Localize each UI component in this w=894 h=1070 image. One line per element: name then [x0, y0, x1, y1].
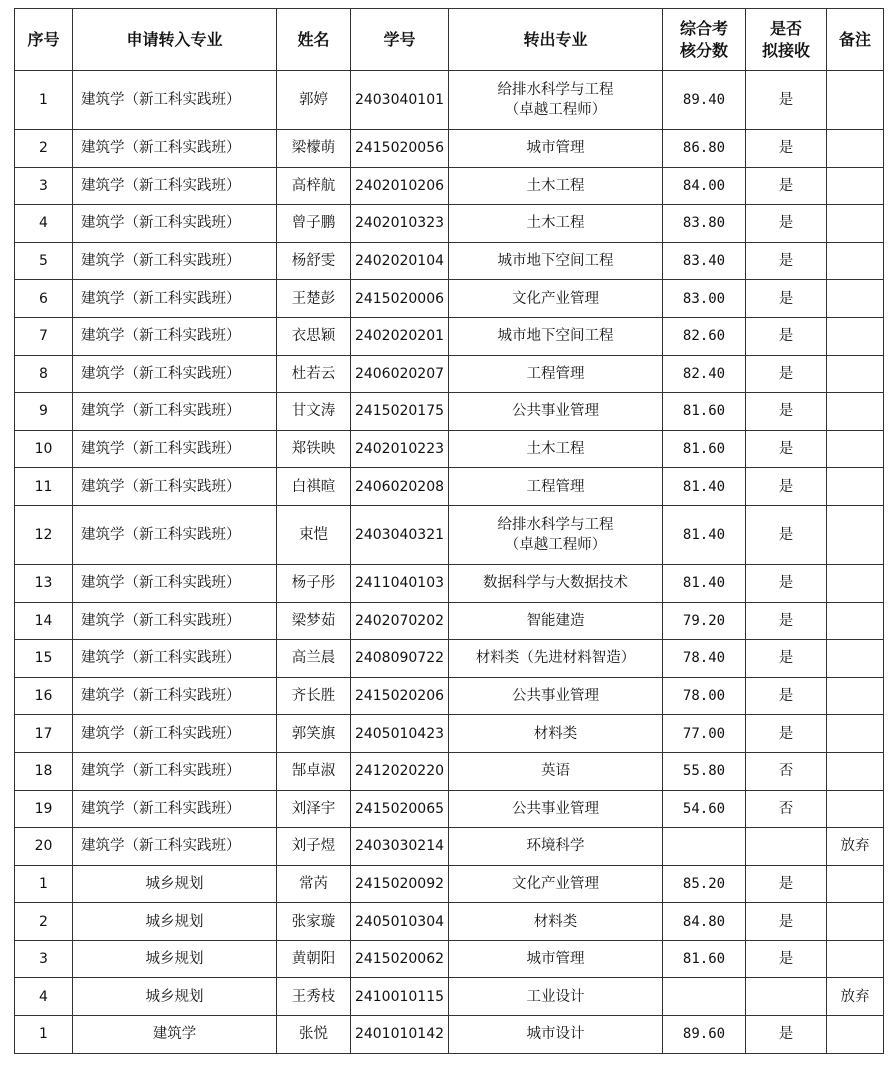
- cell-apply-major: 建筑学（新工科实践班）: [73, 790, 277, 828]
- cell-from-major: [449, 1016, 663, 1054]
- cell-score: [663, 828, 746, 866]
- cell-accept: 是: [746, 677, 827, 715]
- cell-remark: [827, 677, 884, 715]
- header-score-line1: 综合考: [679, 18, 728, 38]
- cell-remark: 放弃: [827, 978, 884, 1016]
- cell-from-major: [449, 355, 663, 393]
- cell-from-major: [449, 828, 663, 866]
- cell-score: 77.00: [663, 715, 746, 753]
- cell-score: 78.00: [663, 677, 746, 715]
- cell-student-id: 2408090722: [351, 640, 449, 678]
- cell-accept: 是: [746, 71, 827, 130]
- cell-name: 衣思颖: [277, 317, 351, 355]
- cell-name: 杜若云: [277, 355, 351, 393]
- from-major-line1: 文化产业管理: [512, 290, 599, 307]
- cell-apply-major: 建筑学（新工科实践班）: [73, 715, 277, 753]
- cell-score: 89.40: [663, 71, 746, 130]
- cell-remark: [827, 903, 884, 941]
- cell-remark: [827, 715, 884, 753]
- cell-accept: 是: [746, 505, 827, 564]
- cell-name: 郭婷: [277, 71, 351, 130]
- cell-remark: [827, 752, 884, 790]
- cell-score: 79.20: [663, 602, 746, 640]
- from-major-line1: 城市设计: [526, 1026, 585, 1043]
- cell-apply-major: 建筑学（新工科实践班）: [73, 355, 277, 393]
- cell-student-id: 2402010323: [351, 205, 449, 243]
- table-row: [15, 1016, 884, 1054]
- cell-remark: [827, 1016, 884, 1054]
- cell-accept: [746, 978, 827, 1016]
- header-accept-line1: 是否: [769, 18, 802, 38]
- cell-accept: 是: [746, 167, 827, 205]
- cell-apply-major: 建筑学（新工科实践班）: [73, 280, 277, 318]
- from-major-line1: 土木工程: [526, 215, 585, 232]
- cell-name: 黄朝阳: [277, 940, 351, 978]
- from-major-line2: （卓越工程师）: [504, 536, 607, 553]
- cell-remark: [827, 205, 884, 243]
- cell-score: 84.80: [663, 903, 746, 941]
- cell-from-major: [449, 430, 663, 468]
- cell-score: 85.20: [663, 865, 746, 903]
- cell-score: 81.40: [663, 564, 746, 602]
- cell-apply-major: 建筑学（新工科实践班）: [73, 640, 277, 678]
- cell-apply-major: 建筑学（新工科实践班）: [73, 828, 277, 866]
- cell-accept: 是: [746, 242, 827, 280]
- cell-accept: 是: [746, 280, 827, 318]
- table-row: [15, 130, 884, 168]
- table-row: [15, 828, 884, 866]
- table-row: [15, 355, 884, 393]
- table-row: [15, 640, 884, 678]
- cell-seq: 1: [15, 1016, 73, 1054]
- cell-seq: 12: [15, 505, 73, 564]
- cell-student-id: 2411040103: [351, 564, 449, 602]
- cell-remark: [827, 130, 884, 168]
- cell-from-major: [449, 242, 663, 280]
- cell-student-id: 2405010304: [351, 903, 449, 941]
- cell-seq: 14: [15, 602, 73, 640]
- cell-remark: [827, 640, 884, 678]
- cell-student-id: 2403040101: [351, 71, 449, 130]
- cell-name: 梁梦茹: [277, 602, 351, 640]
- cell-remark: [827, 602, 884, 640]
- cell-seq: 17: [15, 715, 73, 753]
- cell-seq: 8: [15, 355, 73, 393]
- cell-student-id: 2402010223: [351, 430, 449, 468]
- from-major-line1: 公共事业管理: [512, 800, 599, 817]
- cell-name: 杨舒雯: [277, 242, 351, 280]
- cell-seq: 7: [15, 317, 73, 355]
- cell-apply-major: 建筑学（新工科实践班）: [73, 71, 277, 130]
- cell-student-id: 2403040321: [351, 505, 449, 564]
- cell-apply-major: 建筑学（新工科实践班）: [73, 167, 277, 205]
- cell-accept: 是: [746, 564, 827, 602]
- cell-accept: 是: [746, 1016, 827, 1054]
- cell-student-id: 2415020206: [351, 677, 449, 715]
- cell-name: 张家璇: [277, 903, 351, 941]
- table-body: [15, 71, 884, 1054]
- from-major-line1: 工程管理: [526, 478, 585, 495]
- cell-from-major: [449, 978, 663, 1016]
- cell-from-major: [449, 564, 663, 602]
- cell-seq: 13: [15, 564, 73, 602]
- cell-accept: 是: [746, 940, 827, 978]
- table-row: [15, 393, 884, 431]
- transfer-applicants-table: [14, 8, 884, 1054]
- header-row: [15, 9, 884, 71]
- cell-seq: 2: [15, 130, 73, 168]
- header-accept: [746, 9, 827, 71]
- cell-name: 束恺: [277, 505, 351, 564]
- cell-student-id: 2402020201: [351, 317, 449, 355]
- cell-apply-major: 建筑学（新工科实践班）: [73, 430, 277, 468]
- from-major-line1: 土木工程: [526, 177, 585, 194]
- from-major-line1: 城市地下空间工程: [497, 328, 614, 345]
- cell-score: 81.60: [663, 430, 746, 468]
- cell-score: 81.40: [663, 505, 746, 564]
- table-row: [15, 978, 884, 1016]
- cell-accept: 是: [746, 903, 827, 941]
- table-row: [15, 903, 884, 941]
- table-row: [15, 564, 884, 602]
- cell-student-id: 2415020062: [351, 940, 449, 978]
- cell-score: 55.80: [663, 752, 746, 790]
- table-row: [15, 865, 884, 903]
- table-row: [15, 430, 884, 468]
- cell-name: 王秀枝: [277, 978, 351, 1016]
- cell-name: 郜卓淑: [277, 752, 351, 790]
- cell-name: 张悦: [277, 1016, 351, 1054]
- cell-accept: 是: [746, 355, 827, 393]
- cell-apply-major: 建筑学（新工科实践班）: [73, 130, 277, 168]
- header-score: [663, 9, 746, 71]
- header-name: 姓名: [277, 9, 351, 71]
- cell-student-id: 2410010115: [351, 978, 449, 1016]
- cell-remark: [827, 280, 884, 318]
- cell-name: 王楚彭: [277, 280, 351, 318]
- cell-accept: 是: [746, 130, 827, 168]
- cell-student-id: 2403030214: [351, 828, 449, 866]
- cell-apply-major: 建筑学（新工科实践班）: [73, 468, 277, 506]
- cell-seq: 1: [15, 865, 73, 903]
- table-row: [15, 242, 884, 280]
- cell-from-major: [449, 903, 663, 941]
- cell-from-major: [449, 505, 663, 564]
- cell-accept: 否: [746, 752, 827, 790]
- table-row: [15, 71, 884, 130]
- cell-from-major: [449, 602, 663, 640]
- cell-remark: 放弃: [827, 828, 884, 866]
- cell-score: 54.60: [663, 790, 746, 828]
- cell-name: 杨子彤: [277, 564, 351, 602]
- cell-apply-major: 建筑学（新工科实践班）: [73, 677, 277, 715]
- cell-score: 83.40: [663, 242, 746, 280]
- cell-student-id: 2415020006: [351, 280, 449, 318]
- from-major-line1: 公共事业管理: [512, 403, 599, 420]
- cell-name: 梁檬萌: [277, 130, 351, 168]
- cell-seq: 19: [15, 790, 73, 828]
- cell-student-id: 2402020104: [351, 242, 449, 280]
- header-from-major: 转出专业: [449, 9, 663, 71]
- cell-remark: [827, 317, 884, 355]
- cell-from-major: [449, 167, 663, 205]
- cell-apply-major: 城乡规划: [73, 978, 277, 1016]
- cell-seq: 9: [15, 393, 73, 431]
- cell-apply-major: 建筑学（新工科实践班）: [73, 393, 277, 431]
- cell-score: 81.60: [663, 940, 746, 978]
- cell-from-major: [449, 280, 663, 318]
- from-major-line1: 文化产业管理: [512, 875, 599, 892]
- cell-remark: [827, 468, 884, 506]
- cell-accept: 是: [746, 468, 827, 506]
- cell-accept: [746, 828, 827, 866]
- cell-from-major: [449, 640, 663, 678]
- cell-name: 齐长胜: [277, 677, 351, 715]
- cell-score: 78.40: [663, 640, 746, 678]
- from-major-line1: 工业设计: [526, 988, 585, 1005]
- table-row: [15, 505, 884, 564]
- cell-apply-major: 建筑学（新工科实践班）: [73, 602, 277, 640]
- cell-apply-major: 建筑学（新工科实践班）: [73, 752, 277, 790]
- cell-seq: 20: [15, 828, 73, 866]
- cell-student-id: 2415020056: [351, 130, 449, 168]
- header-seq: 序号: [15, 9, 73, 71]
- cell-from-major: [449, 715, 663, 753]
- cell-from-major: [449, 752, 663, 790]
- cell-seq: 1: [15, 71, 73, 130]
- table-row: [15, 317, 884, 355]
- cell-score: 82.40: [663, 355, 746, 393]
- cell-name: 常芮: [277, 865, 351, 903]
- from-major-line1: 环境科学: [526, 838, 585, 855]
- table-row: [15, 280, 884, 318]
- from-major-line1: 给排水科学与工程: [497, 82, 614, 98]
- cell-score: 84.00: [663, 167, 746, 205]
- cell-apply-major: 城乡规划: [73, 940, 277, 978]
- cell-apply-major: 建筑学（新工科实践班）: [73, 317, 277, 355]
- cell-from-major: [449, 130, 663, 168]
- table-row: [15, 752, 884, 790]
- cell-score: [663, 978, 746, 1016]
- from-major-line1: 公共事业管理: [512, 688, 599, 705]
- cell-accept: 是: [746, 430, 827, 468]
- table-row: [15, 677, 884, 715]
- cell-apply-major: 城乡规划: [73, 865, 277, 903]
- from-major-line1: 土木工程: [526, 441, 585, 458]
- cell-apply-major: 建筑学（新工科实践班）: [73, 205, 277, 243]
- cell-name: 白祺暄: [277, 468, 351, 506]
- header-remark: 备注: [827, 9, 884, 71]
- from-major-line1: 英语: [541, 763, 570, 780]
- cell-score: 86.80: [663, 130, 746, 168]
- table-row: [15, 940, 884, 978]
- from-major-line1: 数据科学与大数据技术: [483, 575, 628, 592]
- cell-from-major: [449, 790, 663, 828]
- cell-accept: 否: [746, 790, 827, 828]
- cell-apply-major: 建筑学: [73, 1016, 277, 1054]
- cell-from-major: [449, 468, 663, 506]
- header-accept-line2: 拟接收: [761, 40, 810, 60]
- cell-score: 81.40: [663, 468, 746, 506]
- cell-remark: [827, 564, 884, 602]
- cell-score: 89.60: [663, 1016, 746, 1054]
- from-major-line1: 材料类: [533, 725, 578, 742]
- cell-accept: 是: [746, 393, 827, 431]
- cell-apply-major: 建筑学（新工科实践班）: [73, 564, 277, 602]
- cell-name: 郑铁映: [277, 430, 351, 468]
- from-major-line1: 材料类: [533, 913, 578, 930]
- cell-name: 刘子煜: [277, 828, 351, 866]
- cell-name: 高兰晨: [277, 640, 351, 678]
- cell-seq: 3: [15, 167, 73, 205]
- cell-remark: [827, 393, 884, 431]
- cell-remark: [827, 167, 884, 205]
- cell-name: 曾子鹏: [277, 205, 351, 243]
- cell-seq: 3: [15, 940, 73, 978]
- cell-remark: [827, 865, 884, 903]
- cell-remark: [827, 790, 884, 828]
- cell-seq: 15: [15, 640, 73, 678]
- cell-from-major: [449, 393, 663, 431]
- cell-score: 83.00: [663, 280, 746, 318]
- from-major-line1: 城市管理: [526, 140, 585, 157]
- cell-student-id: 2406020207: [351, 355, 449, 393]
- cell-from-major: [449, 677, 663, 715]
- from-major-line2: （卓越工程师）: [504, 102, 607, 118]
- table-row: [15, 167, 884, 205]
- cell-remark: [827, 355, 884, 393]
- cell-apply-major: 建筑学（新工科实践班）: [73, 242, 277, 280]
- from-major-line1: 城市管理: [526, 951, 585, 968]
- cell-student-id: 2415020092: [351, 865, 449, 903]
- cell-from-major: [449, 940, 663, 978]
- cell-name: 郭笑旗: [277, 715, 351, 753]
- cell-student-id: 2406020208: [351, 468, 449, 506]
- from-major-line1: 城市地下空间工程: [497, 253, 614, 270]
- cell-seq: 2: [15, 903, 73, 941]
- cell-remark: [827, 430, 884, 468]
- cell-seq: 4: [15, 978, 73, 1016]
- cell-student-id: 2402070202: [351, 602, 449, 640]
- cell-accept: 是: [746, 602, 827, 640]
- cell-remark: [827, 940, 884, 978]
- cell-apply-major: 建筑学（新工科实践班）: [73, 505, 277, 564]
- cell-seq: 18: [15, 752, 73, 790]
- header-apply-major: 申请转入专业: [73, 9, 277, 71]
- cell-remark: [827, 71, 884, 130]
- cell-score: 83.80: [663, 205, 746, 243]
- cell-student-id: 2402010206: [351, 167, 449, 205]
- cell-name: 刘泽宇: [277, 790, 351, 828]
- cell-score: 81.60: [663, 393, 746, 431]
- cell-from-major: [449, 71, 663, 130]
- table-row: [15, 468, 884, 506]
- cell-accept: 是: [746, 640, 827, 678]
- table-row: [15, 715, 884, 753]
- table-row: [15, 602, 884, 640]
- cell-seq: 11: [15, 468, 73, 506]
- cell-student-id: 2405010423: [351, 715, 449, 753]
- cell-from-major: [449, 205, 663, 243]
- cell-seq: 10: [15, 430, 73, 468]
- from-major-line1: 智能建造: [526, 612, 585, 629]
- cell-name: 甘文涛: [277, 393, 351, 431]
- cell-remark: [827, 505, 884, 564]
- from-major-line1: 工程管理: [526, 365, 585, 382]
- cell-seq: 4: [15, 205, 73, 243]
- header-score-line2: 核分数: [679, 40, 728, 60]
- cell-accept: 是: [746, 205, 827, 243]
- table-row: [15, 790, 884, 828]
- cell-seq: 6: [15, 280, 73, 318]
- header-student-id: 学号: [351, 9, 449, 71]
- cell-score: 82.60: [663, 317, 746, 355]
- cell-from-major: [449, 317, 663, 355]
- cell-student-id: 2401010142: [351, 1016, 449, 1054]
- cell-student-id: 2415020065: [351, 790, 449, 828]
- cell-student-id: 2412020220: [351, 752, 449, 790]
- cell-seq: 5: [15, 242, 73, 280]
- cell-student-id: 2415020175: [351, 393, 449, 431]
- cell-apply-major: 城乡规划: [73, 903, 277, 941]
- cell-accept: 是: [746, 715, 827, 753]
- cell-remark: [827, 242, 884, 280]
- cell-accept: 是: [746, 317, 827, 355]
- cell-accept: 是: [746, 865, 827, 903]
- cell-from-major: [449, 865, 663, 903]
- cell-seq: 16: [15, 677, 73, 715]
- table-row: [15, 205, 884, 243]
- from-major-line1: 给排水科学与工程: [497, 516, 614, 533]
- cell-name: 高梓航: [277, 167, 351, 205]
- from-major-line1: 材料类（先进材料智造）: [475, 650, 636, 667]
